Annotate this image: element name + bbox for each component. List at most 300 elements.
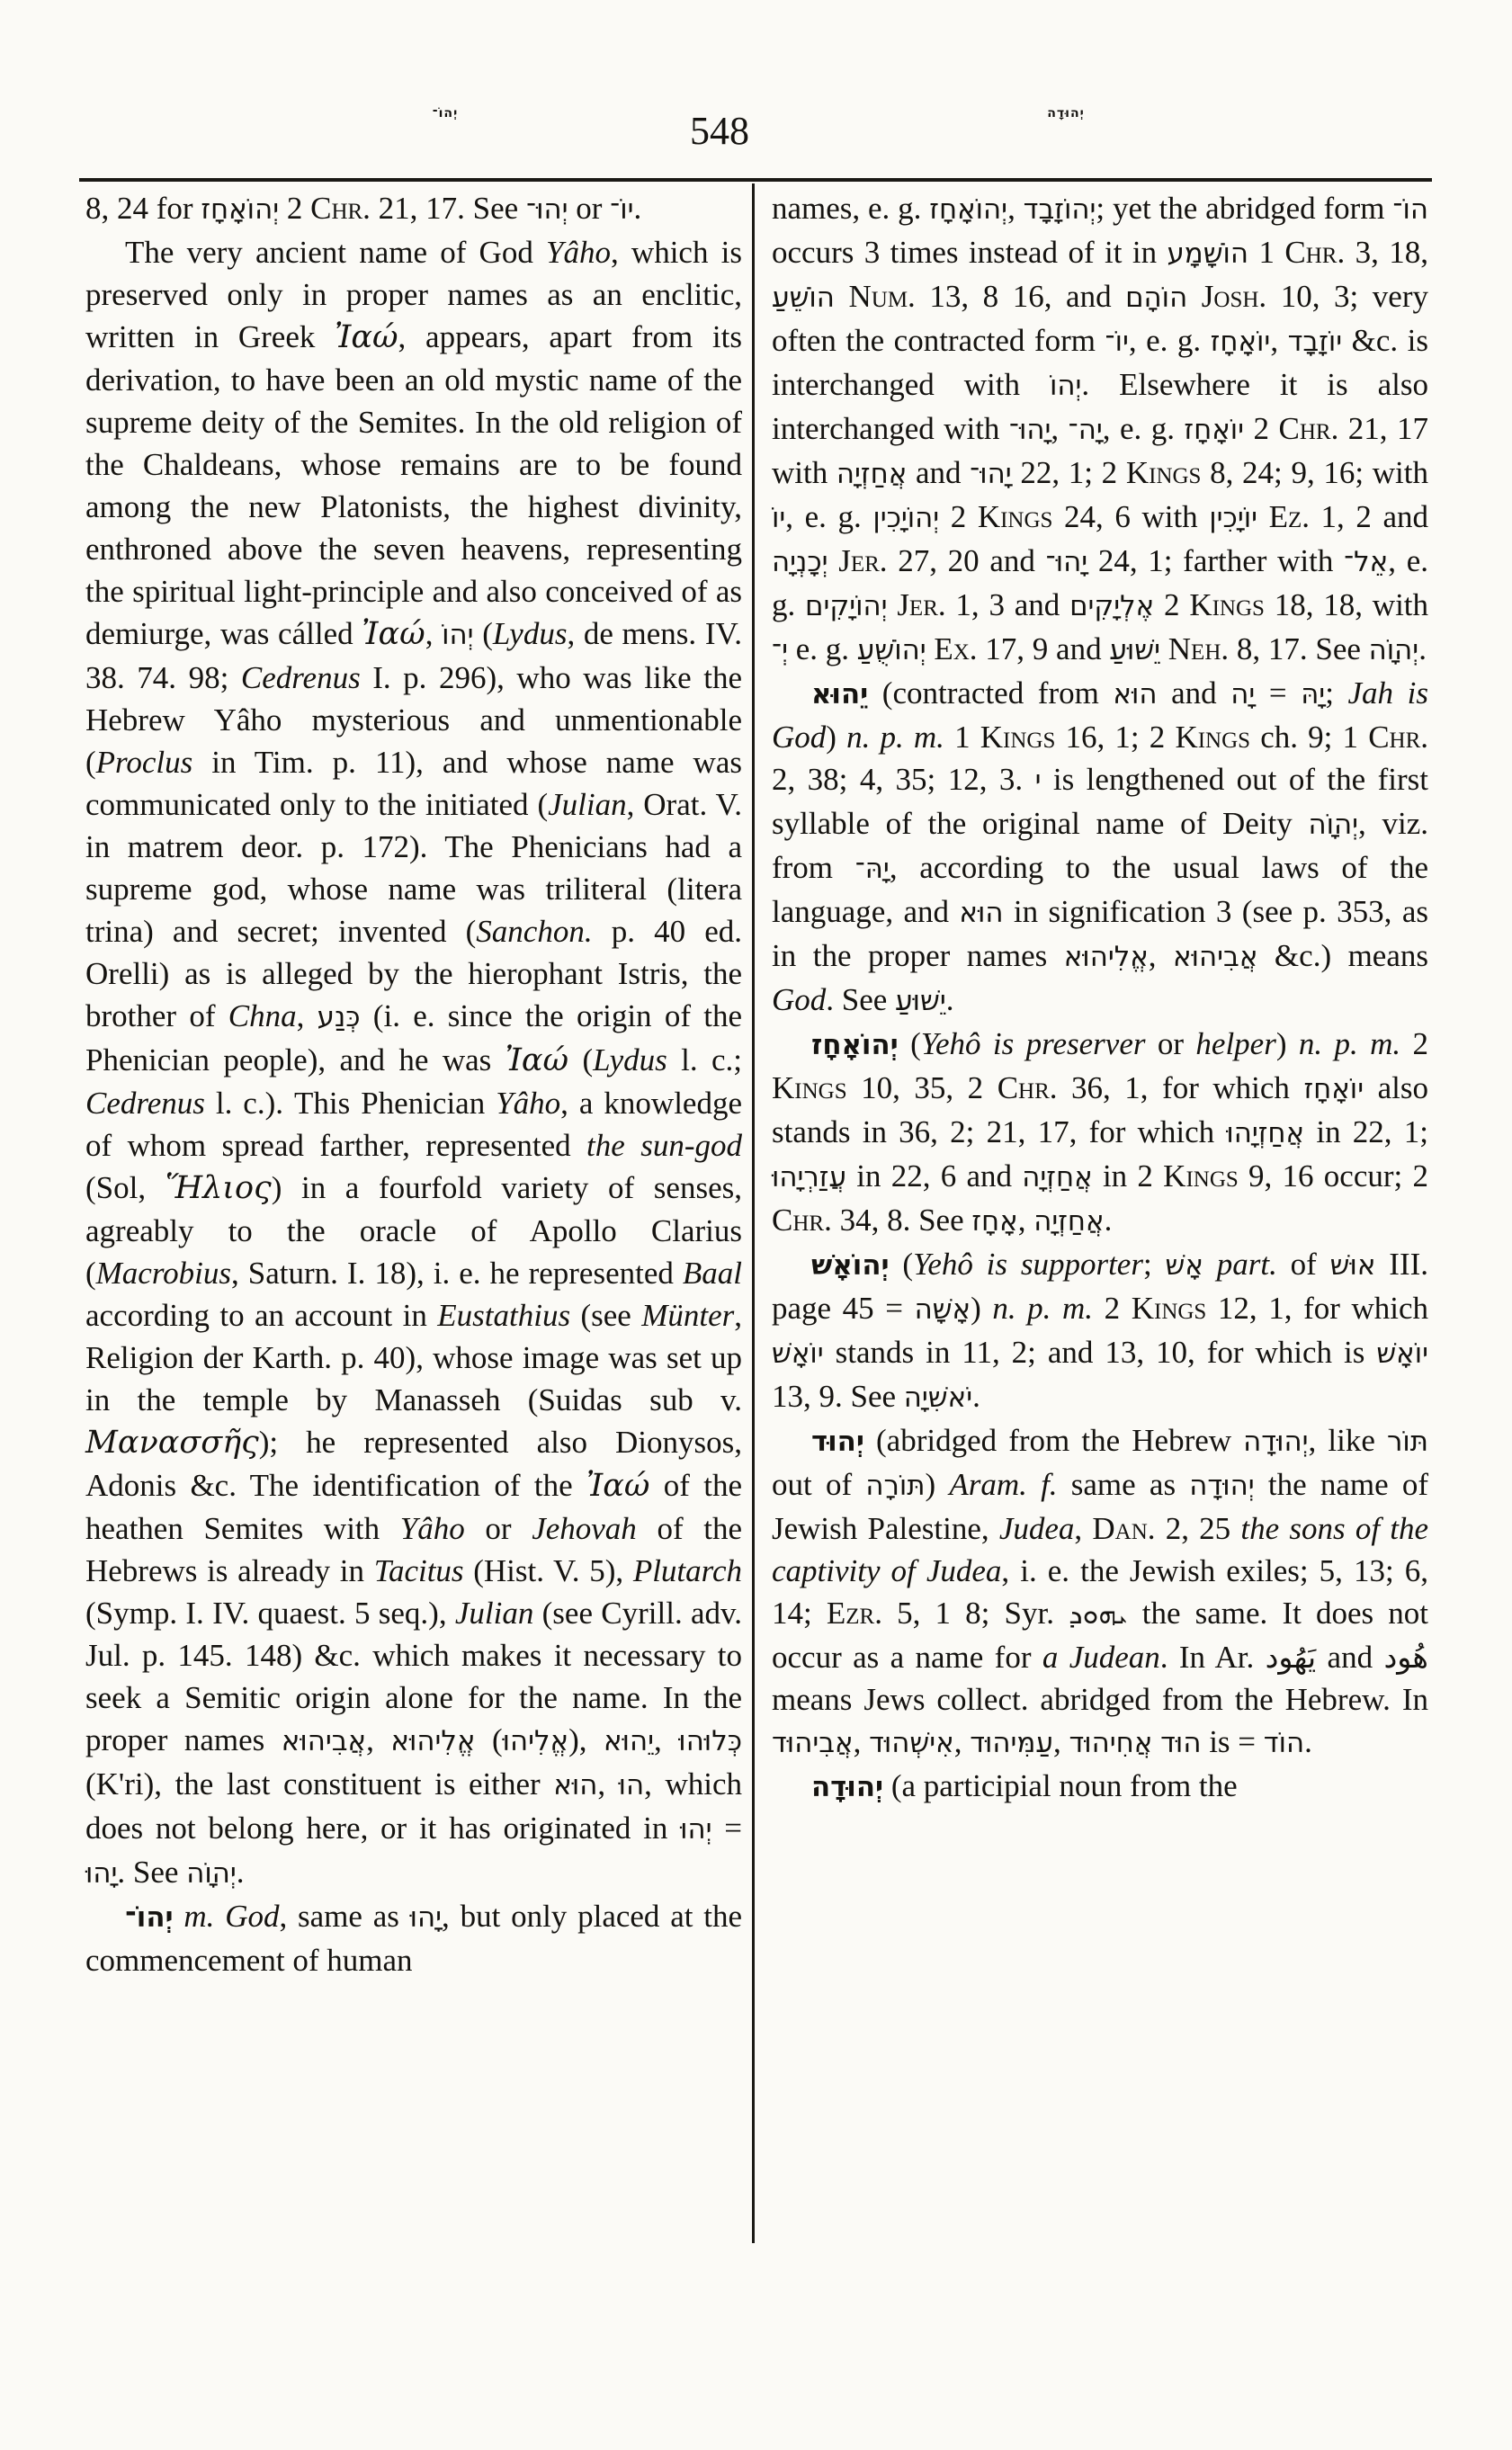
hebrew-term: אוּשׁ [1329,1249,1376,1282]
italic-text: Yâho [546,235,611,270]
running-head-left: יְהוֹ־ [432,106,459,121]
text-run: 2 [939,499,978,534]
text-run: ( [898,1026,921,1061]
book-reference: Kings [1175,720,1251,755]
column-divider-rule [752,183,755,2243]
italic-text: n. p. m. [846,720,944,755]
entry-jehud [772,1419,1428,1765]
hebrew-term: יוֹאָחָז [1184,414,1245,446]
italic-text: Lydus [593,1042,667,1077]
hebrew-term: תּוֹרָה [865,1470,926,1502]
book-reference: Kings [1189,587,1265,622]
hebrew-term: הוּד [1160,1727,1202,1759]
text-run: , [1148,938,1174,973]
book-reference: Chr. [772,1203,832,1238]
hebrew-term: יְהוֹשֻׁעַ [856,634,926,666]
text-run: in 22, 1; [1304,1114,1428,1149]
book-reference: Chr. [310,191,371,226]
text-run: (abridged from the Hebrew [863,1423,1244,1458]
text-run: in 2 [1092,1158,1164,1194]
text-run [174,1899,184,1934]
text-run: or [1145,1026,1196,1061]
text-run [888,587,898,622]
hebrew-headword: יֵהוּא [811,678,869,711]
hebrew-term: יְהוֹאָחָז [201,193,280,226]
text-run: is lengthened out of the first syllable of the original name of Deity [772,762,1429,841]
text-run: 2 [1244,411,1279,446]
hebrew-term: אֱלִיהוּ [502,1725,569,1757]
italic-text: Baal [682,1256,742,1291]
text-run: , Saturn. I. 18), i. e. he represented [231,1256,683,1291]
text-run: and [1316,1640,1384,1675]
text-run: &c. is interchanged with [772,323,1429,402]
arabic-term: هُود [1383,1640,1428,1675]
text-run: and [907,455,971,490]
text-run: (a participial noun from the [883,1768,1238,1803]
text-run: ; [1142,1247,1166,1282]
entry-yeho-prefix [85,1895,742,1981]
text-run: or [464,1511,532,1546]
hebrew-headword: יְהוֹאָשׁ [811,1249,890,1282]
italic-text: Julian [548,787,627,822]
text-run: 18, 18, with [1264,587,1429,622]
hebrew-term: יוֹיָכִין [1209,502,1257,534]
syriac-term: ܝܗܘܕ [1069,1598,1128,1631]
text-run: 36, 1, for which [1057,1070,1304,1105]
italic-text: the sons of the captivity of Judea [772,1511,1429,1588]
entry-jehoahaz [772,1023,1428,1243]
text-run: 1 [1248,235,1285,270]
text-run: , e. g. [772,543,1428,622]
book-reference: Kings [1131,1291,1207,1326]
hebrew-term: יְהוָֹה [1308,809,1358,841]
text-run: , [1270,323,1288,358]
hebrew-term: אָשָׁה [914,1293,971,1326]
text-run: ( [889,1247,914,1282]
right-column [772,187,1428,1809]
hebrew-term: אֲחַזְיָה [1022,1161,1093,1194]
text-run: (Symp. I. IV. quaest. 5 seq.), [85,1596,455,1631]
italic-text: Judea [998,1511,1075,1546]
hebrew-term: יָה־ [1068,414,1103,446]
italic-text: Yehô is supporter [913,1247,1143,1282]
book-reference: Num. [848,279,916,314]
hebrew-term: יְהוּ [680,1813,712,1846]
text-run: stands in 11, 2; and 13, 10, for which is [823,1335,1377,1370]
text-run: 9, 16 occur; 2 [1238,1158,1428,1194]
text-run: , according to the usual laws of the language, and [772,850,1428,929]
hebrew-term: יְהוֹאָחָז [929,193,1008,226]
text-run: , a knowledge of whom spread farther, represented [85,1086,742,1163]
hebrew-term: אֲחִיהוּד [1069,1727,1153,1759]
hebrew-term: יְהוֹ [1049,370,1082,402]
text-run: , [1051,411,1069,446]
hebrew-term: הוֹשָׁמָע [1167,237,1249,270]
text-run: , [296,998,318,1033]
text-run: means Jews collect. abridged from the Hebrew. In [772,1682,1428,1717]
hebrew-term: אֲחַזְיָה [836,458,908,490]
hebrew-term: הוֹהָם [1125,282,1188,314]
text-run: names, e. g. [772,191,930,226]
hebrew-term: יָהוּ־ [1008,414,1051,446]
hebrew-term: יָהוּ־ [1045,546,1088,578]
book-reference: Kings [772,1070,847,1105]
book-reference: Kings [980,720,1056,755]
text-run: ( [568,1042,594,1077]
text-run [1152,1724,1160,1759]
text-run [1160,631,1168,666]
hebrew-term: כְּלוּהוּ [678,1725,742,1757]
entry-jehudah [772,1765,1428,1809]
text-run: . [1418,631,1427,666]
hebrew-term: יְהוּ־ [525,193,568,226]
text-run: , [853,1724,870,1759]
text-run: 24, 6 with [1052,499,1210,534]
text-run: 2, 25 [1155,1511,1241,1546]
hebrew-term: יֹאשִׁיָה [903,1381,973,1414]
text-run: , appears, apart from its derivation, to have been an old mystic name of the supreme deity of the Semites. In the old religion of the Chaldeans, whose remains are to be found among the new Platonists, the highest divinity, enthroned above the seven heavens, representing the spiritual light-principle and also conceived of as demiurge, was cálled [85,319,742,651]
text-run: . [972,1379,980,1414]
greek-term: Ἰαώ [586,1468,650,1504]
text-run: ( [473,616,493,651]
text-run: e. g. [788,631,857,666]
hebrew-term: הוֹד [1263,1727,1305,1759]
book-reference: Kings [1125,455,1202,490]
italic-text: Chna [228,998,297,1033]
book-reference: Josh. [1201,279,1267,314]
hebrew-term: יְ־ [772,634,788,666]
text-run: (Sol, [85,1170,166,1205]
text-run: l. c.). This Phenician [204,1086,497,1121]
text-run [1257,499,1269,534]
hebrew-term: אֱלִיהוּא [1063,941,1149,973]
text-run: 2 [1154,587,1190,622]
hebrew-term: הוֹשֵׁעַ [772,282,835,314]
hebrew-term: יְהוֹיָקִים [805,590,888,622]
text-run: The very ancient name of God [125,235,547,270]
text-run: = [1255,675,1302,711]
text-run: 2, 38; 4, 35; 12, 3. [772,762,1035,797]
text-run: = [711,1811,742,1846]
text-run: 13, 9. See [772,1379,904,1414]
hebrew-term: יָהּ [1301,678,1326,711]
italic-text: the sun-god [586,1128,742,1163]
hebrew-term: עַמִּיהוּד [970,1727,1053,1759]
entry-jehu [772,672,1428,1023]
hebrew-term: יוֹ־ [1105,326,1129,358]
text-run: , like [1308,1423,1387,1458]
entry-continuation [85,187,742,231]
text-run: . [945,982,954,1017]
hebrew-term: יְהוָֹה [1368,634,1419,666]
italic-text: Münter [641,1298,735,1333]
book-reference: Neh. [1168,631,1230,666]
italic-text: Proclus [95,745,193,780]
text-run: , [1074,1511,1093,1546]
text-run: ), [568,1722,604,1757]
hebrew-headword: יְהוּד [811,1426,864,1458]
text-run: 8, 24 for [85,191,201,226]
italic-text: Yehô is preserver [920,1026,1146,1061]
hebrew-term: יָהוּ־ [970,458,1012,490]
text-run: 5, 1 8; Syr. [881,1596,1069,1631]
text-run: , [425,616,443,651]
header-rule [79,178,1432,182]
italic-text: Eustathius [437,1298,571,1333]
book-reference: Chr. [1278,411,1339,446]
greek-term: Ἥλιος [165,1170,272,1206]
text-run: , e. g. [1128,323,1211,358]
hebrew-term: יְהוּדָה [1189,1470,1255,1502]
text-run: 1, 3 and [945,587,1070,622]
text-run: also stands in 36, 2; 21, 17, for which [772,1070,1428,1149]
text-run: . See [826,982,896,1017]
text-run: (contracted from [868,675,1114,711]
hebrew-term: יָהוּ [85,1857,118,1890]
text-run: III. page 45 = [772,1247,1429,1326]
book-reference: Ex. [934,631,978,666]
italic-text: Tacitus [373,1553,464,1588]
greek-term: Ἰαώ [335,319,398,355]
text-run [1187,279,1202,314]
text-run: 21, 17. See [370,191,526,226]
text-run: (Hist. V. 5), [463,1553,633,1588]
entry-yaho-discussion [85,231,742,1895]
greek-term: Ἰαώ [505,1042,569,1078]
text-run: . Elsewhere it is also interchanged with [772,367,1428,446]
text-run [835,279,849,314]
left-column [85,187,742,1981]
text-run: in 22, 6 and [846,1158,1023,1194]
text-run: . [1104,1203,1113,1238]
hebrew-term: תּוֹר [1386,1426,1428,1458]
hebrew-term: אֲחַזְיָהוּ [1226,1117,1305,1149]
italic-text: n. p. m. [1298,1026,1401,1061]
text-run: (K'ri), the last constituent is either [85,1766,554,1802]
text-run: l. c.; [667,1042,743,1077]
text-run: , which does not belong here, or it has originated in [85,1766,742,1846]
text-run: ); he represented also Dionysos, Adonis &c. The identification of the [85,1425,742,1503]
hebrew-term: הוּ [618,1769,645,1802]
text-run: , [1052,1724,1069,1759]
text-run: . [1304,1724,1312,1759]
greek-term: Μανασσῆς [85,1425,259,1461]
text-run: 34, 8. See [831,1203,972,1238]
text-run: of the Hebrews is already in [85,1511,742,1588]
italic-text: Jehovah [532,1511,637,1546]
greek-term: Ἰαώ [362,616,425,652]
text-run: , e. g. [1102,411,1185,446]
italic-text: Lydus [492,616,568,651]
hebrew-term: הוּא [959,897,1004,929]
text-run: ( [475,1722,503,1757]
text-run: 10, 3; very often the contracted form [772,279,1428,358]
book-reference: Jer. [897,587,946,622]
italic-text: God [225,1899,280,1934]
hebrew-term: הוּא [553,1769,598,1802]
italic-text: Jah is God [772,675,1428,755]
hebrew-term: יוֹזָבָד [1287,326,1343,358]
hebrew-term: יוֹ־ [610,193,634,226]
text-run: , e. g. [785,499,873,534]
hebrew-term: אֲחַזְיָה [1033,1205,1105,1238]
italic-text: Sanchon. [476,914,593,949]
book-reference: Dan. [1092,1511,1156,1546]
text-run: , Orat. V. in matrem deor. p. 172). The Phenicians had a supreme god, whose name was triliteral (litera trina) and secret; invented ( [85,787,742,949]
text-run: or [568,191,611,226]
text-run: 27, 20 and [887,543,1046,578]
hebrew-term: יָה [1230,678,1256,711]
text-run: 22, 1; 2 [1011,455,1126,490]
text-run: 21, 17 with [772,411,1428,490]
hebrew-headword: יְהוֹ־ [125,1901,174,1934]
text-run: , [366,1722,391,1757]
text-run [828,543,839,578]
text-run: ; [1325,675,1348,711]
text-run: , Religion der Karth. p. 40), whose image was set up in the temple by Manasseh (Suidas sub v. [85,1298,742,1417]
hebrew-term: יְכָנְיָה [772,546,828,578]
italic-text: God [772,982,827,1017]
text-run: 16, 1; 2 [1055,720,1176,755]
text-run: 1 [944,720,980,755]
text-run: the same. It does not occur as a name for [772,1596,1429,1675]
text-run: (see Cyrill. adv. Jul. p. 145. 148) &c. which makes it necessary to seek a Semitic origin alone for the name. In the proper names [85,1596,742,1757]
text-run: . In Ar. [1159,1640,1266,1675]
text-run: , [597,1766,619,1802]
hebrew-term: אֵל־ [1344,546,1389,578]
running-head-right: יְהוּדָה [1047,106,1085,121]
entry-jehoash [772,1243,1428,1419]
entry-continuation [772,187,1428,672]
hebrew-term: הוֹ־ [1392,193,1428,226]
hebrew-term: יוֹ [772,502,786,534]
text-run: ) [971,1291,993,1326]
italic-text: Cedrenus [240,660,361,695]
book-reference: Kings [977,499,1053,534]
hebrew-term: יְהוֹיָכִין [872,502,940,534]
book-reference: Ezr. [826,1596,882,1631]
text-run: 24, 1; farther with [1087,543,1345,578]
text-run: ) [1275,1026,1299,1061]
text-run: , which is preserved only in proper names as an enclitic, written in Greek [85,235,742,354]
hebrew-term: אֲבִיהוּא [1173,941,1258,973]
text-run: 2 [1400,1026,1429,1061]
text-run: ) in a fourfold variety of senses, agreably to the oracle of Apollo Clarius ( [85,1170,742,1291]
text-run: , same as [279,1899,410,1934]
text-run: , viz. from [772,806,1428,885]
text-run [214,1899,225,1934]
italic-text: Aram. f. [949,1467,1058,1502]
hebrew-term: יֵשׁוּעַ [1109,634,1161,666]
book-reference: Ez. [1268,499,1310,534]
italic-text: helper [1195,1026,1276,1061]
italic-text: Cedrenus [85,1086,205,1121]
text-run: 2 [1093,1291,1132,1326]
text-run: . See [117,1855,187,1890]
hebrew-term: יְהוֹזָבָד [1023,193,1096,226]
text-run: , i. e. the Jewish exiles; 5, 13; 6, 14; [772,1553,1429,1631]
text-run: and [1157,675,1231,711]
text-run: 10, 35, 2 [846,1070,998,1105]
text-run: , [654,1722,679,1757]
book-reference: Jer. [838,543,888,578]
hebrew-term: הוּא [1113,678,1158,711]
text-run: the name of Jewish Palestine, [772,1467,1428,1546]
hebrew-term: אֶלְיָקִים [1069,590,1155,622]
text-run: 3, 18, [1345,235,1429,270]
page-number: 548 [690,109,749,153]
hebrew-term: אֲבִיהוּא [281,1725,367,1757]
hebrew-term: אָחָז [971,1205,1018,1238]
hebrew-term: כְּנַע [317,1001,361,1033]
hebrew-term: יוֹאָשׁ [772,1337,824,1370]
text-run: same as [1057,1467,1190,1502]
italic-text: Plutarch [632,1553,742,1588]
text-run: ch. 9; 1 [1250,720,1369,755]
hebrew-term: אֲבִיהוּד [772,1727,854,1759]
text-run: ) [826,720,847,755]
text-run: out of [772,1467,866,1502]
hebrew-term: יְהוּדָה [1243,1426,1309,1458]
text-run: , but only placed at the commencement of human [85,1899,742,1978]
text-run: , [1007,191,1024,226]
text-run: 1, 2 and [1309,499,1428,534]
hebrew-term: יְהוֹ [442,619,474,651]
text-run: is = [1201,1724,1264,1759]
italic-text: Yâho [496,1086,561,1121]
italic-text: Yâho [399,1511,465,1546]
arabic-term: يَهُود [1265,1640,1317,1675]
text-run: 17, 9 and [977,631,1110,666]
italic-text: part. [1216,1247,1277,1282]
hebrew-term: יָהוּ [409,1901,443,1934]
text-run: of the heathen Semites with [85,1468,742,1546]
text-run: ) [925,1467,950,1502]
text-run: , [1017,1203,1034,1238]
text-run: p. 40 ed. Orelli) as is alleged by the hierophant Istris, the brother of [85,914,742,1033]
text-run: (i. e. since the origin of the Phenician people), and he was [85,998,742,1077]
text-run: , de mens. IV. 38. 74. 98; [85,616,743,695]
book-reference: Chr. [1284,235,1346,270]
hebrew-term: אִישְׁהוּד [869,1727,954,1759]
hebrew-term: יוֹאָחָז [1303,1073,1364,1105]
text-run: in Tim. p. 11), and whose name was communicated only to the initiated ( [85,745,742,822]
hebrew-term: יָהּ־ [854,853,890,885]
text-run [1203,1247,1217,1282]
hebrew-term: עֲזַרְיָהוּ [772,1161,847,1194]
hebrew-headword: יְהוֹאָחָז [811,1029,899,1061]
text-run: 2 [279,191,311,226]
italic-text: Julian [454,1596,534,1631]
book-reference: Chr. [997,1070,1058,1105]
italic-text: m. [183,1899,215,1934]
text-run: in signification 3 (see p. 353, as in the proper names [772,894,1428,973]
hebrew-term: י [1034,765,1042,797]
text-run: 13, 8 16, and [915,279,1126,314]
text-run: . [236,1855,245,1890]
book-reference: Chr. [1368,720,1429,755]
hebrew-term: יֵהוּא [604,1725,655,1757]
text-run: . [633,191,642,226]
hebrew-term: יוֹאָחָז [1210,326,1271,358]
hebrew-term: יוֹאָשׁ [1376,1337,1428,1370]
italic-text: a Judean [1042,1640,1160,1675]
hebrew-term: יֵשׁוּעַ [895,985,946,1017]
text-run: I. p. 296), who was like the Hebrew Yâho mysterious and unmentionable ( [85,660,742,780]
hebrew-headword: יְהוּדָה [811,1771,884,1803]
text-run: occurs 3 times instead of it in [772,235,1168,270]
italic-text: Macrobius [95,1256,232,1291]
